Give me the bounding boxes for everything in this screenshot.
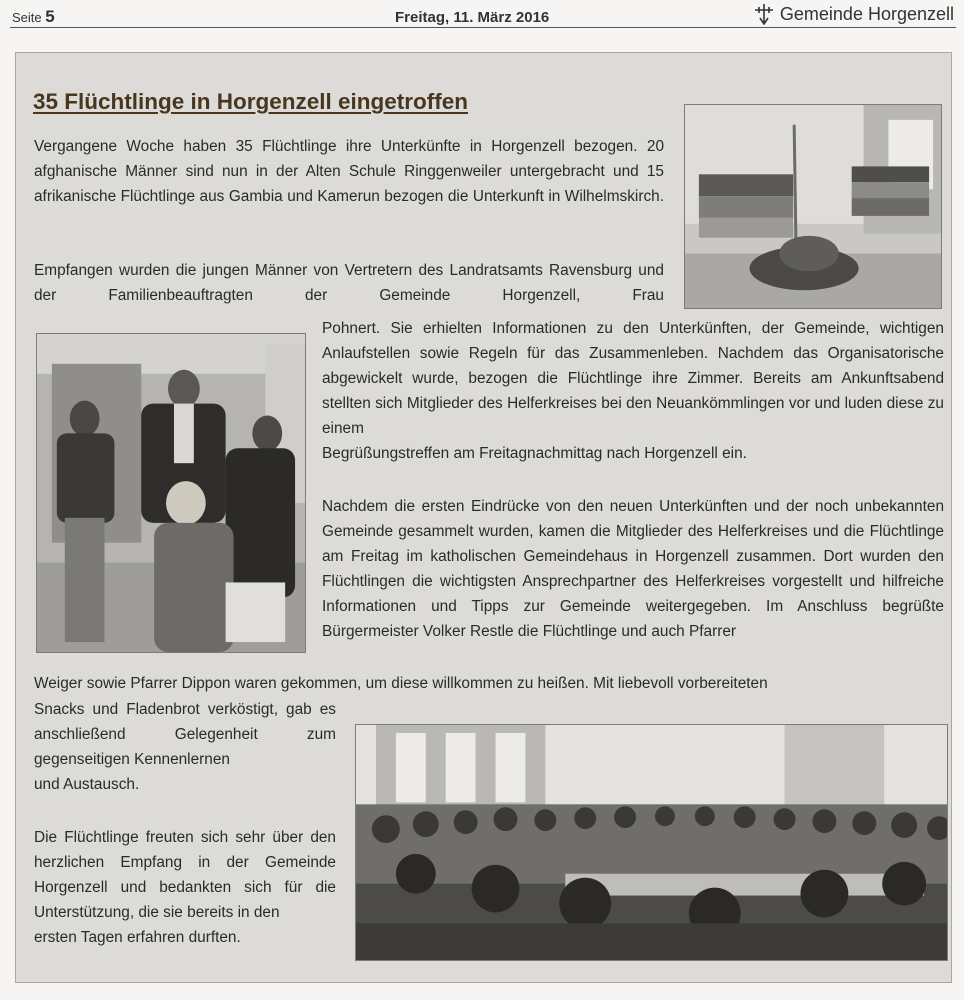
brand-name: Gemeinde Horgenzell: [779, 3, 954, 24]
photo-group-seated: [355, 724, 948, 961]
page-prefix: Seite: [12, 10, 42, 25]
page-number-value: 5: [45, 7, 55, 26]
brand: [752, 3, 954, 25]
header-rule: [10, 27, 956, 28]
page-number: [12, 7, 55, 27]
cross-emblem-icon: [752, 3, 776, 25]
paragraph-intro: Vergangene Woche haben 35 Flüchtlinge ihre Unterkünfte in Horgenzell bezogen. 20 afghanische Männer sind nun in der Alten Schule Ringgenweiler untergebracht und 15 afrikanische Flüchtlinge aus Gambia und Kamerun bezogen die Unterkunft in Wilhelmskirch.: [34, 138, 664, 205]
article-title: 35 Flüchtlinge in Horgenzell eingetroffen: [33, 89, 469, 114]
paragraph-meeting-tail: Snacks und Fladenbrot verköstigt, gab es anschließend Gelegenheit zum gegenseitigen Kennenlernen und Austausch.: [34, 701, 336, 793]
photo-group-standing: [36, 333, 306, 653]
photo-flags: [684, 104, 942, 309]
issue-date: Freitag, 11. März 2016: [395, 9, 550, 26]
paragraph-reception: Empfangen wurden die jungen Männer von Vertretern des Landratsamts Ravensburg und der Familienbeauftragten der Gemeinde Horgenzell, Frau: [34, 262, 664, 304]
paragraph-reception-continued: Pohnert. Sie erhielten Informationen zu den Unterkünften, der Gemeinde, wichtigen Anlaufstellen sowie Regeln für das Zusammenleben. Nachdem das Organisatorische abgewickelt wurde, bezogen die Flüchtlinge ihre Zimmer. Bereits am Ankunftsabend stellten sich Mitglieder des Helferkreises bei den Neuankömmlingen vor und luden diese zu einem Begrüßungstreffen am Freitagnachmittag nach Horgenzell ein.: [322, 320, 944, 462]
paragraph-meeting: Nachdem die ersten Eindrücke von den neuen Unterkünften und der noch unbekannten Gemeinde gesammelt wurden, kamen die Mitglieder des Helferkreises und die Flüchtlinge am Freitag im katholischen Gemeindehaus in Horgenzell zusammen. Dort wurden den Flüchtlingen die wichtigsten Ansprechpartner des Helferkreises vorgestellt und hilfreiche Informationen und Tipps zur Gemeinde weitergegeben. Im Anschluss begrüßte Bürgermeister Volker Restle die Flüchtlinge und auch Pfarrer: [322, 498, 944, 640]
page-header: [0, 0, 964, 32]
paragraph-thanks: Die Flüchtlinge freuten sich sehr über den herzlichen Empfang in der Gemeinde Horgenzell und bedankten sich für die Unterstützung, die sie bereits in den ersten Tagen erfahren durften.: [34, 829, 336, 946]
paragraph-meeting-fullwidth: Weiger sowie Pfarrer Dippon waren gekommen, um diese willkommen zu heißen. Mit liebevoll vorbereiteten: [34, 675, 768, 692]
